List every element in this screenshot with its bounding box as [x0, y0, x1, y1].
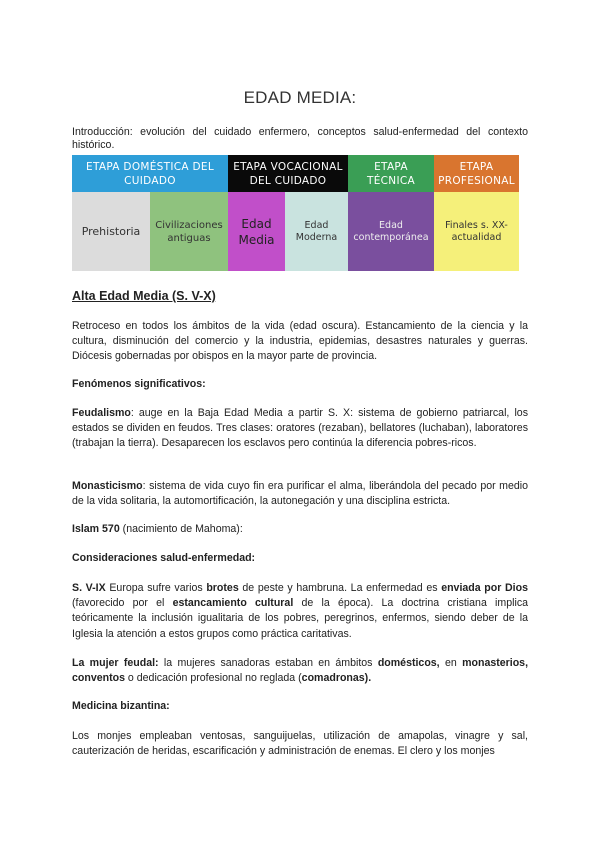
heading-consideraciones-text: Consideraciones salud-enfermedad: — [72, 552, 256, 564]
text-svix-1: Europa sufre varios — [105, 582, 207, 594]
period-finales-siglo-xx: Finales s. XX- actualidad — [434, 192, 519, 271]
period-prehistoria: Prehistoria — [72, 192, 150, 271]
paragraph-svix — [72, 581, 528, 642]
stage-header-tecnica: ETAPA TÉCNICA — [348, 155, 434, 192]
heading-consideraciones — [72, 551, 528, 566]
heading-fenomenos-text: Fenómenos significativos: — [72, 378, 206, 390]
text-mujer-1: la mujeres sanadoras estaban en ámbitos — [158, 657, 378, 669]
period-edad-media: Edad Media — [228, 192, 285, 271]
paragraph-mujer-feudal — [72, 656, 528, 686]
paragraph-retroceso: Retroceso en todos los ámbitos de la vida (edad oscura). Estancamiento de la ciencia y la cultura, disminución del comercio y la industria, epidemias, desastres naturales y guerras. Diócesis gobernadas por obispos en la mayor parte de provincia. — [72, 320, 528, 363]
term-enviada-por-dios: enviada por Dios — [441, 582, 528, 594]
text-islam: (nacimiento de Mahoma): — [119, 523, 243, 535]
heading-medicina-bizantina-text: Medicina bizantina: — [72, 700, 170, 712]
heading-fenomenos — [72, 377, 528, 392]
term-domesticos: domésticos, — [377, 657, 440, 669]
term-brotes: brotes — [206, 582, 239, 594]
period-edad-contemporanea: Edad contemporánea — [348, 192, 434, 271]
page-title: EDAD MEDIA: — [243, 88, 357, 107]
term-monasticismo: Monasticismo — [72, 480, 143, 492]
text-feudalismo: : auge en la Baja Edad Media a partir S. X: sistema de gobierno patriarcal, los estados se dividen en feudos. Tres clases: oratores (rezaban), bellatores (luchaban), laboratores (trabajan la tierra). Desaparecen los esclavos pero continúa la diferencia pobres-ricos. — [72, 407, 528, 450]
term-estancamiento-cultural: estancamiento cultural — [172, 597, 294, 610]
intro-text: Introducción: evolución del cuidado enfermero, conceptos salud-enfermedad del contexto histórico. — [72, 126, 528, 151]
stage-header-domestica: ETAPA DOMÉSTICA DEL CUIDADO — [72, 155, 228, 192]
paragraph-monasticismo — [72, 479, 528, 509]
term-comadronas: comadronas). — [301, 672, 372, 685]
text-mujer-3: o dedicación profesional no reglada ( — [124, 672, 302, 685]
period-civilizaciones-antiguas: Civilizaciones antiguas — [150, 192, 228, 271]
paragraph-feudalismo — [72, 406, 528, 452]
stage-header-profesional: ETAPA PROFESIONAL — [434, 155, 519, 192]
text-svix-3: (favorecido por el — [72, 597, 173, 610]
paragraph-islam — [72, 522, 528, 537]
heading-medicina-bizantina — [72, 699, 528, 714]
term-monasterios-conventos: monasterios, conventos — [72, 657, 529, 685]
term-svix: S. V-IX — [72, 582, 106, 594]
paragraph-medicina-bizantina: Los monjes empleaban ventosas, sanguijuelas, utilización de amapolas, vinagre y sal, cauterización de heridas, escarificación y administración de enemas. El clero y los monjes — [72, 730, 528, 758]
term-feudalismo: Feudalismo — [72, 407, 131, 419]
text-mujer-2: en — [439, 657, 463, 669]
stage-header-vocacional: ETAPA VOCACIONAL DEL CUIDADO — [228, 155, 348, 192]
text-monasticismo: : sistema de vida cuyo fin era purificar el alma, liberándola del pecado por medio de la vida solitaria, la automortificación, la autonegación y una disciplina estricta. — [72, 480, 528, 508]
stage-timeline-figure — [72, 155, 519, 271]
text-svix-4: de la época). La doctrina cristiana implica teóricamente la inclusión igualitaria de los pobres, peregrinos, enfermos, siendo deber de la Iglesia la atención a estos grupos como práctica caritativas. — [72, 597, 529, 640]
term-mujer-feudal: La mujer feudal: — [72, 657, 159, 669]
text-svix-2: de peste y hambruna. La enfermedad es — [238, 582, 442, 594]
term-islam: Islam 570 — [72, 523, 120, 535]
section-title-alta-edad-media: Alta Edad Media (S. V-X) — [72, 289, 216, 303]
period-edad-moderna: Edad Moderna — [285, 192, 348, 271]
